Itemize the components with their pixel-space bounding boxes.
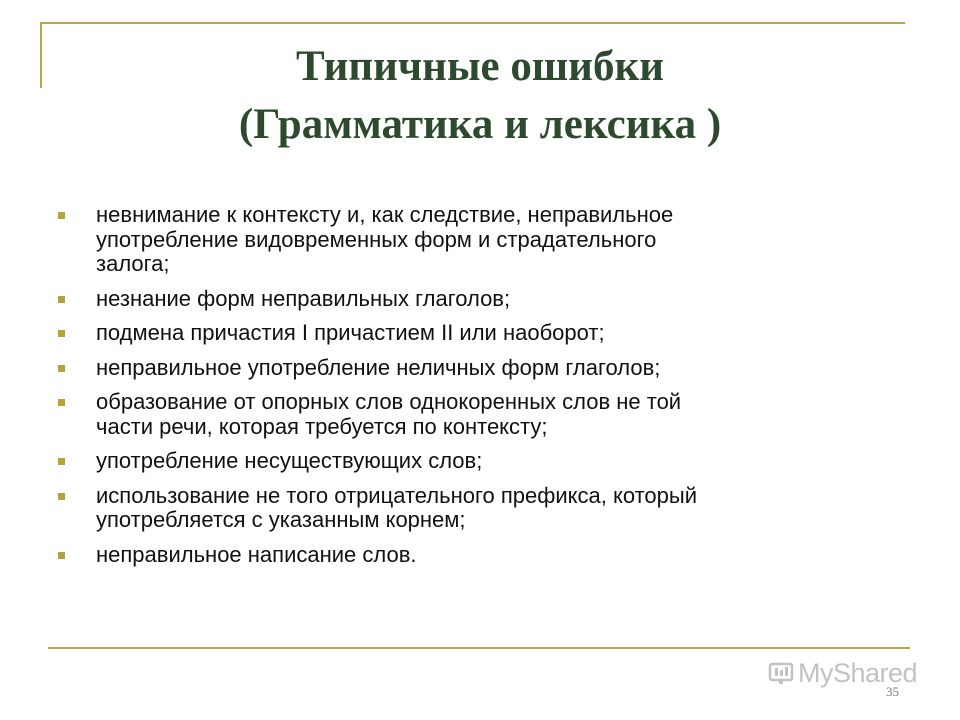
list-item-line: употребляется с указанным корнем; bbox=[96, 507, 466, 532]
watermark-text: MyShared bbox=[798, 657, 918, 688]
square-bullet-icon bbox=[58, 493, 65, 500]
list-item-line: образование от опорных слов однокоренных слов не той bbox=[96, 389, 682, 414]
list-item-line: незнание форм неправильных глаголов; bbox=[96, 285, 511, 311]
title-line-1: Типичные ошибки bbox=[296, 43, 664, 90]
myshared-logo-icon bbox=[768, 660, 794, 686]
list-item-line: употребление несуществующих слов; bbox=[96, 448, 483, 473]
list-item-line: употребление видовременных форм и страдательного bbox=[96, 226, 657, 252]
square-bullet-icon bbox=[58, 330, 65, 337]
square-bullet-icon bbox=[58, 458, 65, 465]
frame-bottom-line bbox=[48, 647, 910, 649]
list-item-line: части речи, которая требуется по контексту; bbox=[96, 413, 548, 439]
list-item-line: залога; bbox=[96, 251, 170, 276]
title-line-2: (Грамматика и лексика ) bbox=[238, 101, 722, 148]
slide-title bbox=[0, 38, 960, 154]
error-list bbox=[58, 203, 898, 577]
list-item bbox=[58, 449, 898, 474]
list-item-line: невнимание к контексту и, как следствие, неправильное bbox=[96, 202, 674, 227]
square-bullet-icon bbox=[58, 365, 65, 372]
list-item bbox=[58, 543, 898, 568]
list-item-line: неправильное употребление неличных форм глаголов; bbox=[96, 354, 661, 380]
list-item bbox=[58, 321, 898, 346]
square-bullet-icon bbox=[58, 296, 65, 303]
frame-top-line bbox=[40, 22, 905, 24]
list-item bbox=[58, 203, 898, 277]
list-item bbox=[58, 287, 898, 312]
list-item-line: использование не того отрицательного префикса, который bbox=[96, 482, 697, 508]
square-bullet-icon bbox=[58, 399, 65, 406]
page-number: 35 bbox=[886, 684, 899, 699]
list-item-line: подмена причастия I причастием II или наоборот; bbox=[96, 320, 605, 345]
list-item bbox=[58, 390, 898, 439]
list-item bbox=[58, 484, 898, 533]
square-bullet-icon bbox=[58, 212, 65, 219]
list-item-line: неправильное написание слов. bbox=[96, 541, 417, 567]
list-item bbox=[58, 356, 898, 381]
square-bullet-icon bbox=[58, 552, 65, 559]
